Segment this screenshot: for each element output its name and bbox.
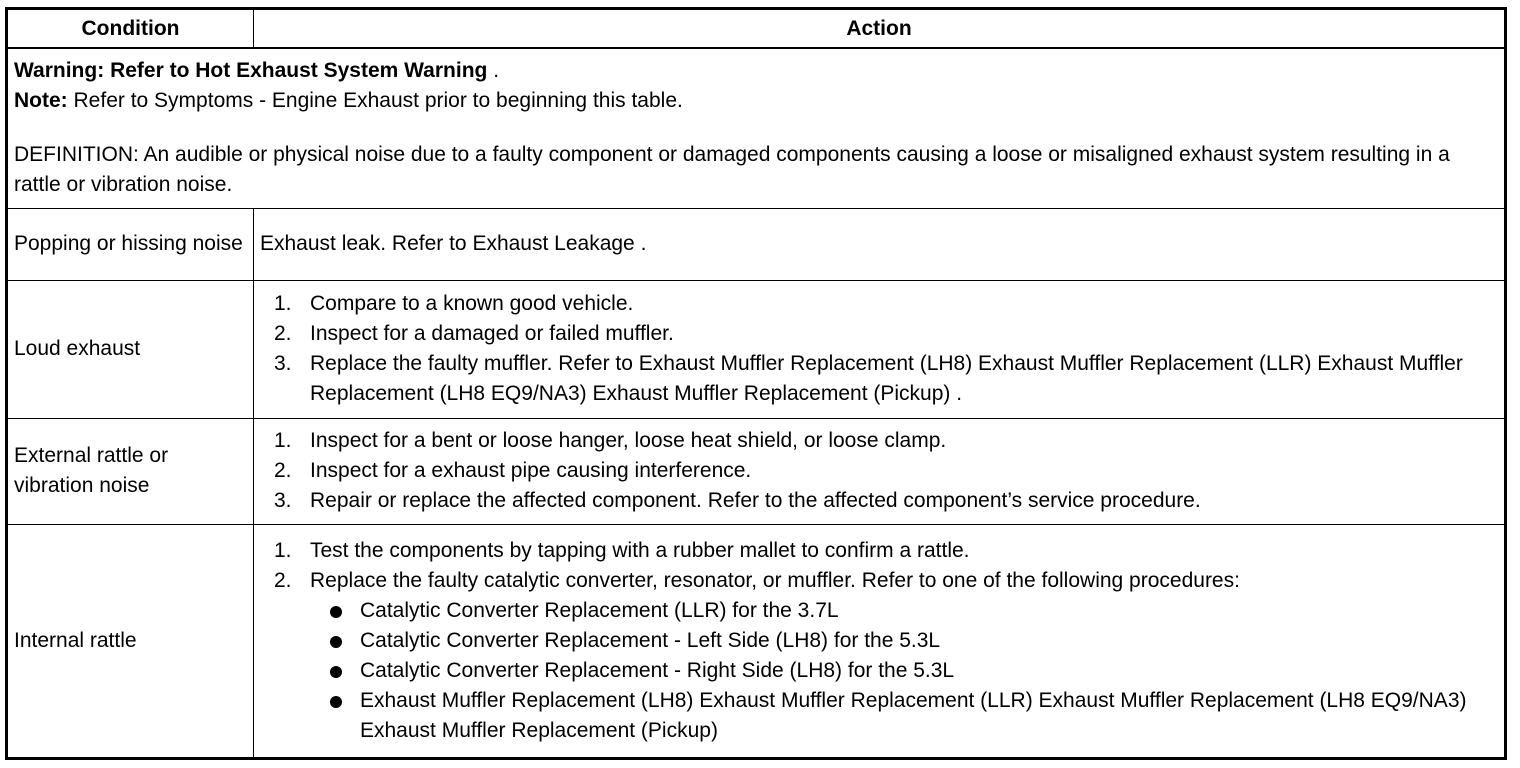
table-row-internal-rattle	[7, 524, 1506, 759]
step-list	[260, 426, 1498, 516]
step-item	[260, 426, 1498, 456]
step-text: Inspect for a exhaust pipe causing interference.	[310, 459, 752, 482]
procedure-item	[310, 656, 1498, 686]
note-text: Refer to Symptoms - Engine Exhaust prior to beginning this table.	[73, 89, 683, 113]
step-item	[260, 349, 1498, 409]
action-cell	[254, 418, 1506, 524]
step-list	[260, 289, 1498, 409]
step-item	[260, 456, 1498, 486]
procedure-item	[310, 626, 1498, 656]
warning-suffix: .	[493, 59, 500, 83]
procedure-list	[310, 596, 1498, 746]
action-cell	[254, 280, 1506, 418]
step-text: Test the components by tapping with a rubber mallet to confirm a rattle.	[310, 538, 970, 562]
step-number: 1.	[274, 292, 292, 315]
step-number: 1.	[274, 538, 292, 562]
condition-cell: Loud exhaust	[7, 280, 254, 418]
header-row	[7, 9, 1506, 49]
condition-cell: External rattle or vibration noise	[7, 418, 254, 524]
warning-link[interactable]: Refer to Hot Exhaust System Warning	[110, 59, 488, 83]
step-text: Inspect for a damaged or failed muffler.	[310, 322, 674, 345]
step-text: Replace the faulty muffler. Refer to Exhaust Muffler Replacement (LH8) Exhaust Muffler Replacement (LLR) Exhaust Muffler Replacement (LH8 EQ9/NA3) Exhaust Muffler Replacement (Pickup) .	[310, 352, 1463, 405]
warning-line	[14, 56, 1498, 86]
step-list	[260, 536, 1498, 746]
condition-cell: Popping or hissing noise	[7, 208, 254, 280]
procedure-text: Exhaust Muffler Replacement (LH8) Exhaust Muffler Replacement (LLR) Exhaust Muffler Replacement (LH8 EQ9/NA3) Exhaust Muffler Replacement (Pickup)	[360, 688, 1467, 742]
step-number: 2.	[274, 459, 292, 482]
step-item	[260, 566, 1498, 746]
procedure-item	[310, 596, 1498, 626]
table-row-loud-exhaust	[7, 280, 1506, 418]
step-item	[260, 289, 1498, 319]
definition-text: DEFINITION: An audible or physical noise due to a faulty component or damaged components causing a loose or misaligned exhaust system resulting in a rattle or vibration noise.	[14, 143, 1450, 197]
note-line	[14, 86, 1498, 116]
intro-cell	[7, 48, 1506, 208]
condition-cell: Internal rattle	[7, 524, 254, 759]
table-row-popping	[7, 208, 1506, 280]
warning-label: Warning:	[14, 59, 105, 83]
intro-row	[7, 48, 1506, 208]
bullet-icon	[330, 666, 342, 678]
bullet-icon	[330, 696, 342, 708]
step-text: Compare to a known good vehicle.	[310, 292, 634, 315]
step-item	[260, 536, 1498, 566]
action-cell	[254, 524, 1506, 759]
action-cell: Exhaust leak. Refer to Exhaust Leakage .	[254, 208, 1506, 280]
step-item	[260, 486, 1498, 516]
procedure-text: Catalytic Converter Replacement (LLR) for the 3.7L	[360, 598, 839, 622]
procedure-text: Catalytic Converter Replacement - Right Side (LH8) for the 5.3L	[360, 658, 955, 682]
step-number: 2.	[274, 568, 292, 592]
step-number: 3.	[274, 489, 292, 512]
procedure-item	[310, 686, 1498, 746]
step-number: 1.	[274, 429, 292, 452]
procedure-text: Catalytic Converter Replacement - Left Side (LH8) for the 5.3L	[360, 628, 941, 652]
step-number: 2.	[274, 322, 292, 345]
spacer	[14, 116, 1498, 140]
note-label: Note:	[14, 89, 68, 113]
step-text: Inspect for a bent or loose hanger, loose heat shield, or loose clamp.	[310, 429, 947, 452]
header-action: Action	[254, 9, 1506, 49]
step-number: 3.	[274, 352, 292, 375]
step-text: Repair or replace the affected component. Refer to the affected component’s service procedure.	[310, 489, 1201, 512]
step-text: Replace the faulty catalytic converter, resonator, or muffler. Refer to one of the following procedures:	[310, 568, 1240, 592]
step-item	[260, 319, 1498, 349]
diagnostic-table	[5, 7, 1507, 760]
table-row-external-rattle	[7, 418, 1506, 524]
bullet-icon	[330, 606, 342, 618]
bullet-icon	[330, 636, 342, 648]
header-condition: Condition	[7, 9, 254, 49]
